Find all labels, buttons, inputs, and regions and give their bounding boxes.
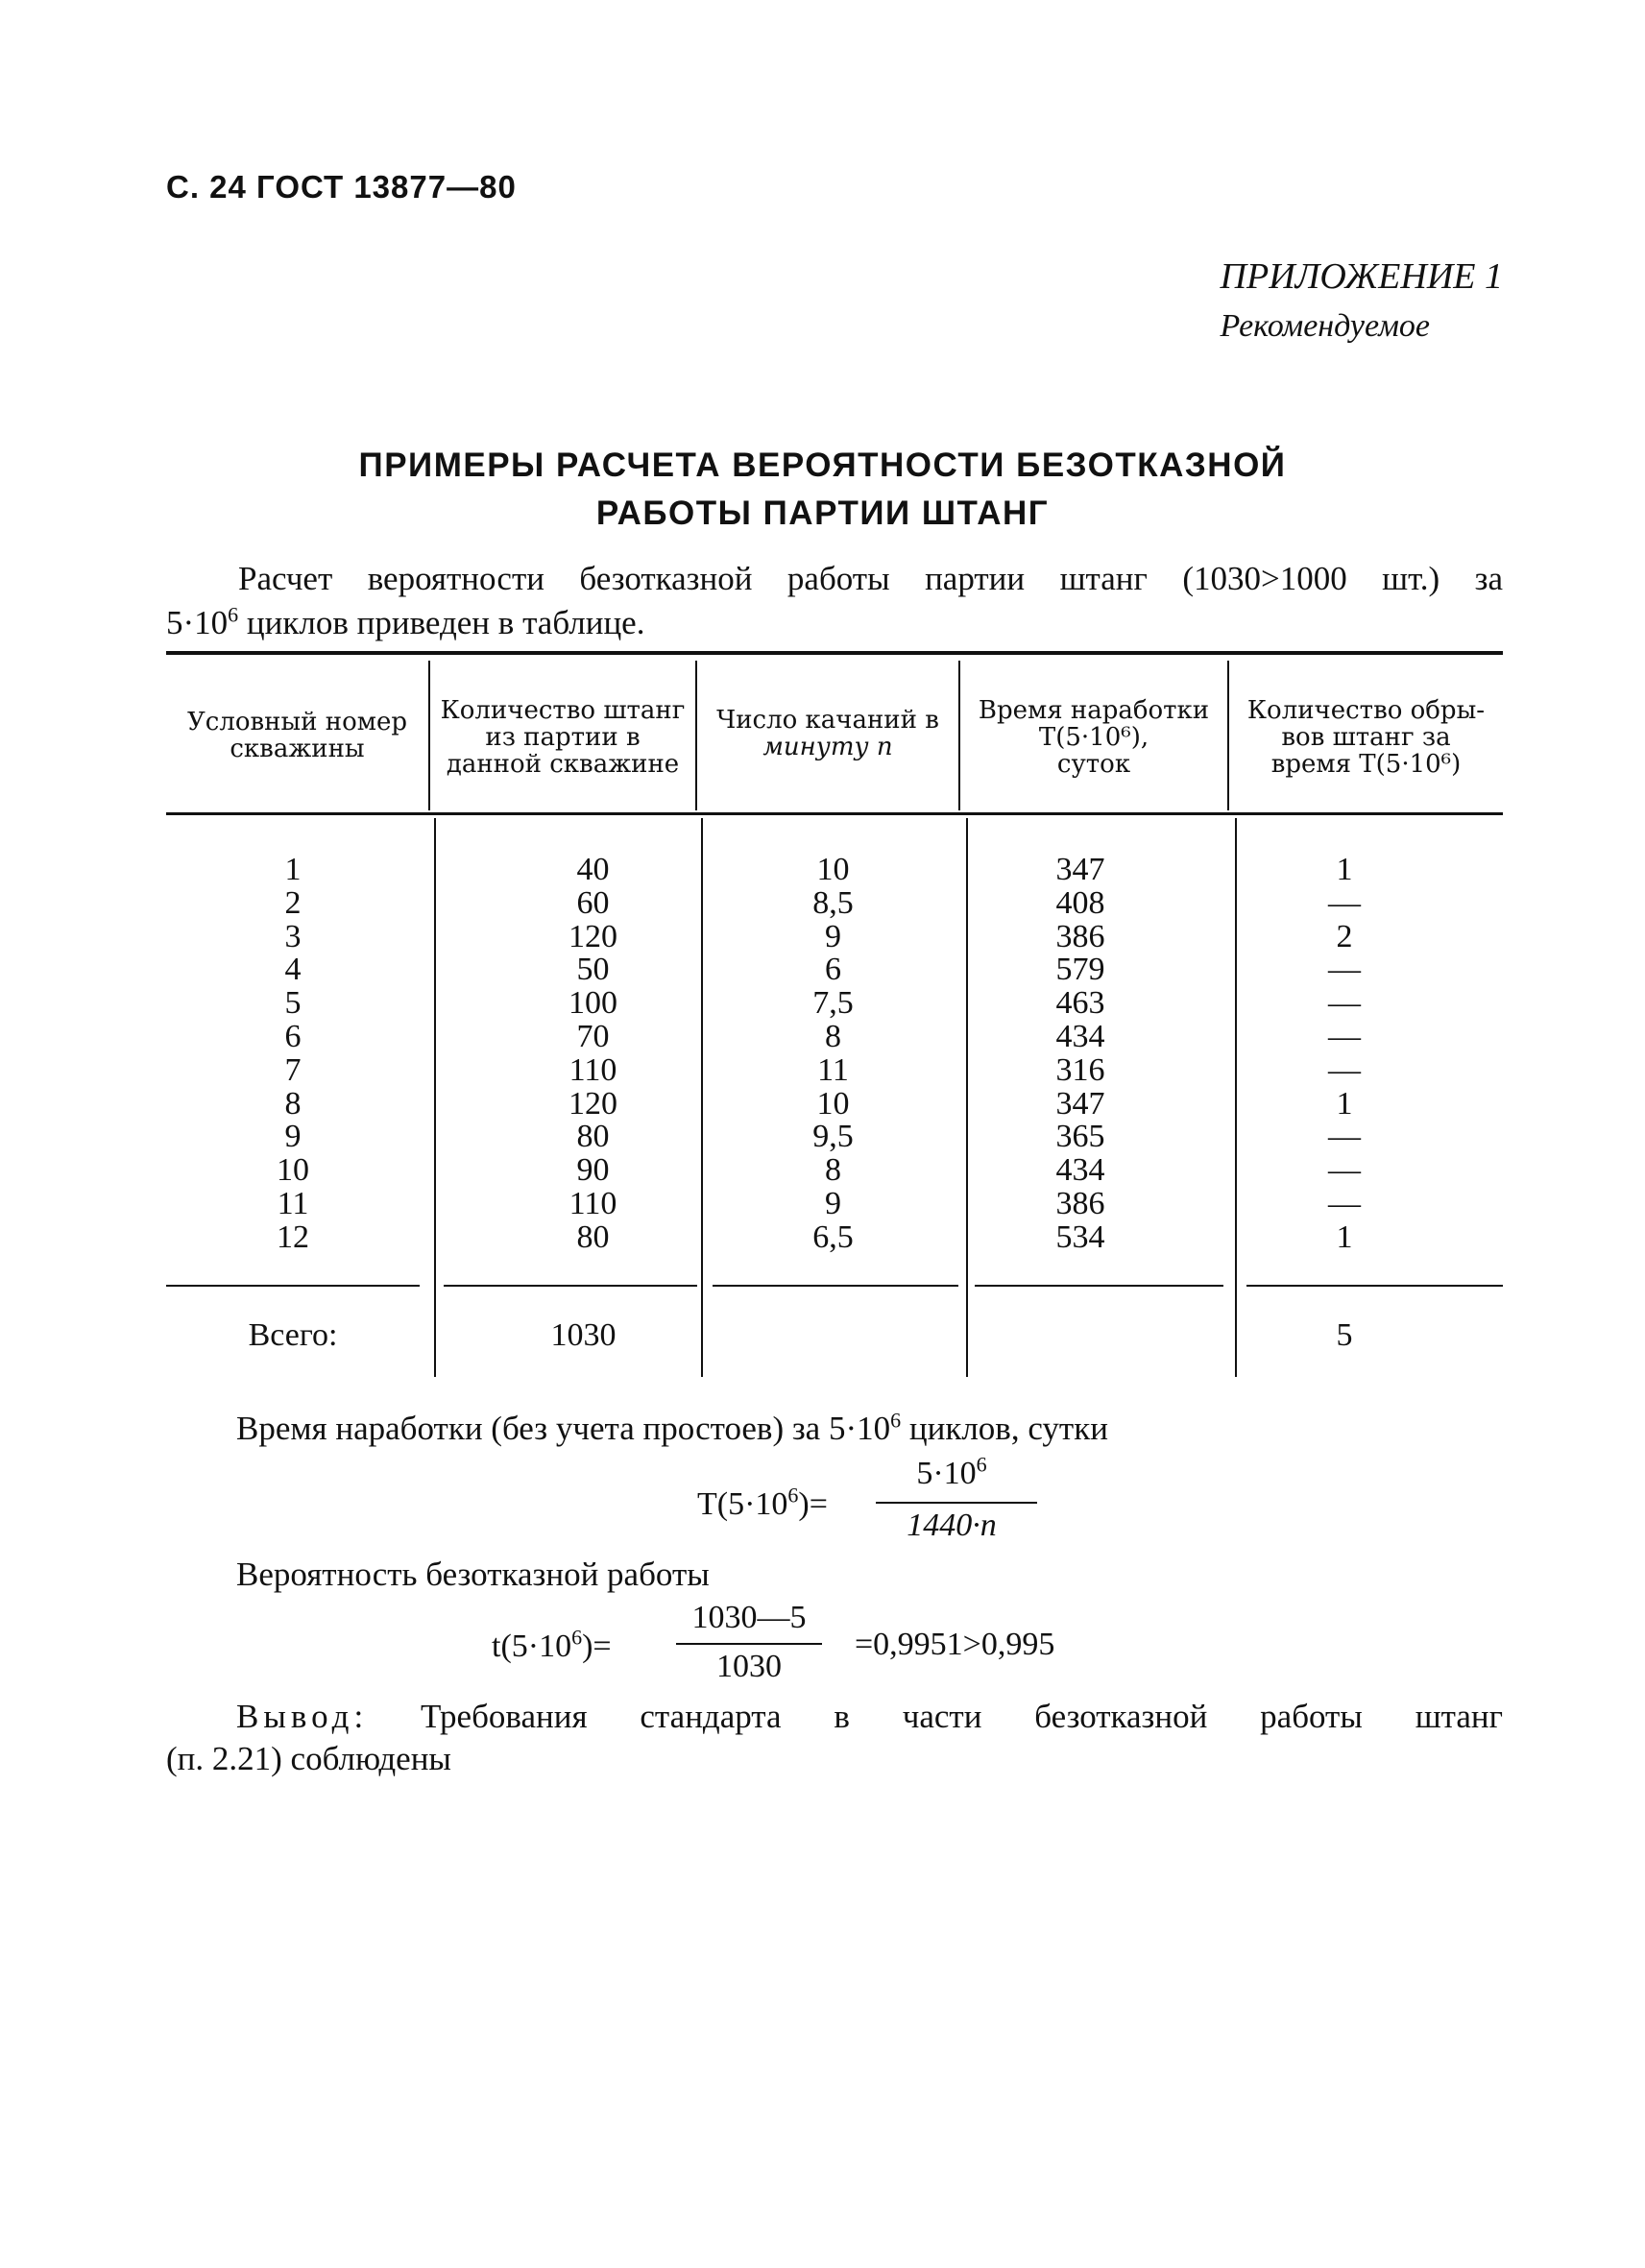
table-cell: 2 — [1336, 918, 1353, 954]
table-cell: 408 — [1055, 884, 1105, 921]
table-cell: 7,5 — [812, 985, 854, 1022]
intro-line-2-post: циклов приведен в таблице. — [238, 604, 645, 641]
table-cell: — — [1328, 1119, 1361, 1155]
formula-2-result: =0,9951>0,995 — [855, 1627, 1055, 1662]
table-cell: 10 — [277, 1152, 309, 1189]
appendix-block — [1221, 252, 1503, 351]
formula-1-lhs — [697, 1483, 828, 1523]
table-header-cell — [960, 697, 1227, 778]
table-header-cell — [697, 707, 958, 760]
table-cell: 110 — [568, 1051, 617, 1088]
page-header: С. 24 ГОСТ 13877—80 — [166, 169, 517, 205]
header-line: Время наработки — [978, 696, 1210, 725]
table-cell: 6 — [825, 952, 841, 988]
title-line-2: РАБОТЫ ПАРТИИ ШТАНГ — [595, 495, 1050, 532]
table-body-rule-5 — [1246, 1285, 1503, 1287]
formula-2-fraction-bar — [676, 1643, 822, 1645]
header-line: вов штанг за — [1281, 723, 1451, 752]
column-breaks — [1287, 854, 1402, 1255]
runtime-text-post: циклов, сутки — [901, 1410, 1108, 1447]
conclusion-line-2: (п. 2.21) соблюдены — [166, 1740, 451, 1777]
table-header-cell — [166, 709, 428, 762]
table-cell: 40 — [576, 852, 610, 887]
table-cell: 12 — [277, 1218, 309, 1255]
table-cell: 3 — [284, 918, 302, 954]
table-body-rule-2 — [444, 1285, 697, 1287]
table-cell: 9,5 — [812, 1119, 854, 1155]
table-cell: — — [1328, 952, 1361, 988]
table-cell: 9 — [284, 1119, 302, 1155]
table-cell: 8 — [284, 1085, 302, 1122]
table-cell: — — [1328, 884, 1361, 921]
table-cell: — — [1328, 1152, 1361, 1189]
table-cell: 534 — [1055, 1218, 1105, 1255]
header-line: данной скважине — [446, 750, 680, 779]
table-cell: 1 — [1336, 852, 1353, 887]
header-line: время T(5·10⁶) — [1270, 750, 1462, 779]
intro-paragraph — [166, 557, 1503, 645]
appendix-subtitle: Рекомендуемое — [1220, 308, 1431, 344]
f1-lhs-sup: 6 — [787, 1483, 799, 1508]
formula-1-denominator: 1440·n — [907, 1508, 997, 1543]
f1-num-sup: 6 — [976, 1452, 987, 1477]
table-cell: 7 — [284, 1051, 302, 1088]
table-cell: 11 — [817, 1051, 849, 1088]
runtime-text — [236, 1408, 1108, 1450]
f2-lhs-post: )= — [582, 1629, 612, 1664]
header-line: Количество обры- — [1246, 696, 1486, 725]
header-line: из партии в — [485, 723, 641, 752]
table-cell: 347 — [1055, 852, 1105, 887]
table-header-cell — [430, 697, 695, 778]
table-cell: 90 — [576, 1152, 610, 1189]
table-cell: 6 — [284, 1018, 302, 1054]
f2-lhs-sup: 6 — [571, 1625, 583, 1650]
table-cell: — — [1328, 1051, 1361, 1088]
table-cell: 120 — [568, 918, 617, 954]
table-cell: 434 — [1055, 1018, 1105, 1054]
conclusion-label: Вывод: — [236, 1698, 369, 1735]
conclusion-line-1-text: Требования стандарта в части безотказной работы штанг — [421, 1698, 1504, 1735]
runtime-text-sup: 6 — [890, 1408, 902, 1433]
header-line: Количество штанг — [440, 696, 686, 725]
column-rod-count — [519, 854, 667, 1255]
table-body-rule-4 — [975, 1285, 1223, 1287]
conclusion — [166, 1696, 1503, 1780]
body-divider-3 — [966, 818, 968, 1377]
table-cell: 5 — [284, 985, 302, 1022]
total-label: Всего: — [248, 1317, 338, 1353]
column-runtime — [1018, 854, 1143, 1255]
table-top-rule — [166, 651, 1503, 655]
formula-2-numerator: 1030—5 — [691, 1600, 807, 1635]
intro-line-2 — [166, 604, 644, 641]
table-cell: 463 — [1055, 985, 1105, 1022]
f1-lhs-pre: T(5·10 — [697, 1486, 788, 1522]
header-line: T(5·10⁶), — [1038, 723, 1149, 752]
table-header-rule — [166, 812, 1503, 815]
table-cell: 1 — [1336, 1085, 1353, 1122]
table-cell: 8 — [825, 1018, 841, 1054]
table-cell: 8 — [825, 1152, 841, 1189]
table-cell: 80 — [576, 1119, 610, 1155]
table-cell: 9 — [825, 918, 841, 954]
table-cell: 579 — [1055, 952, 1105, 988]
table-cell: 1 — [1336, 1218, 1353, 1255]
table-cell: 100 — [568, 985, 617, 1022]
intro-line-2-sup: 6 — [228, 602, 239, 627]
header-line: Условный номер — [186, 708, 407, 736]
table-cell: 60 — [576, 884, 610, 921]
document-title — [0, 442, 1645, 538]
total-breaks: 5 — [1336, 1317, 1353, 1353]
total-rod-count: 1030 — [550, 1317, 617, 1353]
conclusion-line-1 — [166, 1696, 1503, 1738]
intro-line-1: Расчет вероятности безотказной работы партии штанг (1030>1000 шт.) за — [238, 560, 1503, 597]
table-cell: 2 — [284, 884, 302, 921]
formula-1-numerator — [870, 1452, 1033, 1492]
header-line: минуту n — [762, 733, 893, 761]
table-cell: 8,5 — [812, 884, 854, 921]
runtime-text-pre: Время наработки (без учета простоев) за 5·10 — [236, 1410, 891, 1447]
table-cell: 316 — [1055, 1051, 1105, 1088]
table-cell: 70 — [576, 1018, 610, 1054]
table-body-rule-1 — [166, 1285, 420, 1287]
f1-num-pre: 5·10 — [916, 1456, 977, 1491]
formula-2-lhs — [492, 1625, 612, 1665]
table-cell: 10 — [816, 852, 850, 887]
body-divider-1 — [434, 818, 436, 1377]
intro-line-2-pre: 5·10 — [166, 604, 229, 641]
table-cell: 11 — [277, 1185, 309, 1221]
table-cell: 1 — [284, 852, 302, 887]
table-cell: 80 — [576, 1218, 610, 1255]
header-line: суток — [1056, 750, 1131, 779]
body-divider-2 — [701, 818, 703, 1377]
body-divider-4 — [1235, 818, 1237, 1377]
table-cell: 434 — [1055, 1152, 1105, 1189]
table-cell: — — [1328, 1185, 1361, 1221]
table-cell: 9 — [825, 1185, 841, 1221]
probability-text: Вероятность безотказной работы — [236, 1556, 710, 1593]
table-cell: 10 — [816, 1085, 850, 1122]
column-strokes — [768, 854, 898, 1255]
header-line: скважины — [230, 735, 365, 763]
table-cell: 386 — [1055, 918, 1105, 954]
formula-1-fraction-bar — [876, 1502, 1037, 1504]
title-line-1: ПРИМЕРЫ РАСЧЕТА ВЕРОЯТНОСТИ БЕЗОТКАЗНОЙ — [358, 446, 1287, 484]
table-cell: 386 — [1055, 1185, 1105, 1221]
table-cell: 50 — [576, 952, 610, 988]
table-cell: — — [1328, 1018, 1361, 1054]
table-body-rule-3 — [713, 1285, 958, 1287]
f2-lhs-pre: t(5·10 — [492, 1629, 572, 1664]
table-cell: 6,5 — [812, 1218, 854, 1255]
table-header-cell — [1229, 697, 1503, 778]
table-cell: 365 — [1055, 1119, 1105, 1155]
formula-2-denominator: 1030 — [716, 1649, 782, 1684]
f1-lhs-post: )= — [798, 1486, 828, 1522]
appendix-title: ПРИЛОЖЕНИЕ 1 — [1220, 256, 1503, 297]
column-well-number — [230, 854, 355, 1255]
table-cell: 110 — [568, 1185, 617, 1221]
table-cell: 120 — [568, 1085, 617, 1122]
header-line: Число качаний в — [716, 706, 939, 735]
table-cell: 347 — [1055, 1085, 1105, 1122]
table-cell: — — [1328, 985, 1361, 1022]
table-cell: 4 — [284, 952, 302, 988]
